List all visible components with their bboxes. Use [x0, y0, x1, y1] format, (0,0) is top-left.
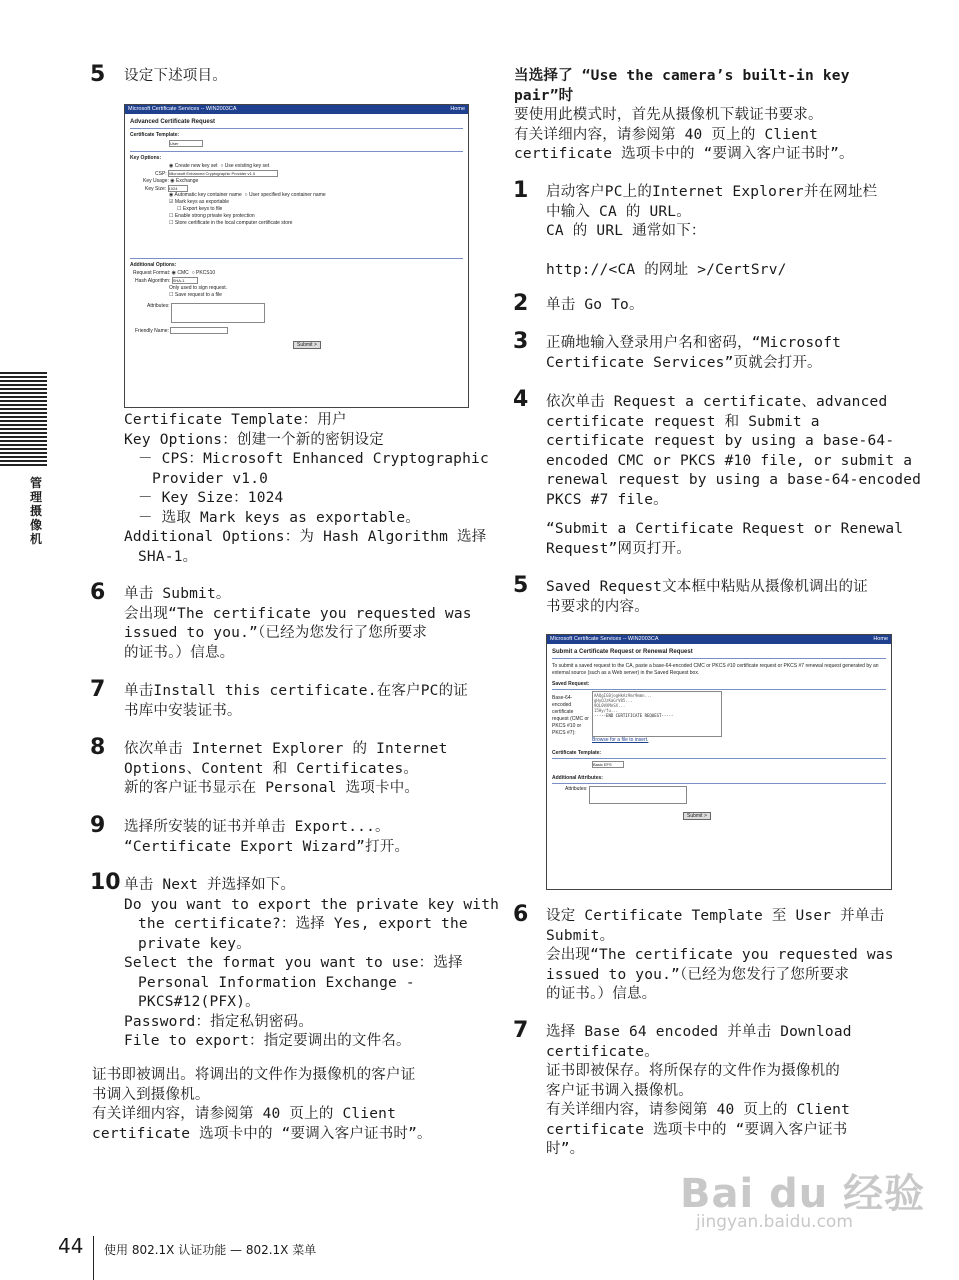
step-number: 8 [90, 735, 106, 760]
step-details: Certificate Template：用户 Key Options：创建一个新的密钥设定 － CPS：Microsoft Enhanced Cryptographic Provider v1.0 － Key Size：1024 － 选取 Mark keys as exportable。 Additional Options：为 Hash Algorithm 选择 SHA-1。 [124, 412, 489, 565]
step-number: 6 [90, 580, 106, 605]
step-text: 单击Install this certificate.在客户PC的证 书库中安装证书。 [124, 683, 469, 719]
browse-link[interactable]: Browse for a file to insert. [592, 737, 649, 743]
hash-select[interactable]: SHA-1 [172, 277, 198, 284]
step-number: 3 [513, 329, 529, 354]
step-number: 7 [513, 1018, 529, 1043]
watermark-logo: Bai du 经验 [680, 1171, 926, 1217]
step-number: 1 [513, 178, 529, 203]
step-text: 单击 Go To。 [546, 297, 644, 313]
step-text: 启动客户PC上的Internet Explorer并在网址栏 中输入 CA 的 URL。 CA 的 URL 通常如下： http://<CA 的网址 >/CertSrv/ [546, 184, 878, 278]
browser-title-bar: Microsoft Certificate Services -- WIN2003CA Home [547, 635, 891, 644]
section-heading: 当选择了 “Use the camera’s built-in key pair”时 [514, 68, 850, 104]
step-number: 7 [90, 677, 106, 702]
section-label: Certificate Template: [130, 132, 180, 138]
step-number: 2 [513, 291, 529, 316]
step-number: 9 [90, 813, 106, 838]
step-number: 5 [90, 62, 106, 87]
submit-request-screenshot: Microsoft Certificate Services -- WIN2003CA Home Submit a Certificate Request or Renewal Request To submit a saved request to the CA, paste a base-64-encoded CMC or PKCS #10 certificate request or PKCS #7 renewal request generated by an external source (such as a Web server) in the Saved Request box. Saved Request: Base-64-encoded certificate request (CMC or PKCS #10 or PKCS #7): AAQgIGBjogHkAz9mr9mmn... gHyQJzKaGrV85... 9QL0VXMeSX... 15Hy/fu... -----END CERTIFICATE REQUEST----- Browse for a file to insert. Certificate Template: Basic EFS Additional Attributes: Attributes: Submit > [546, 634, 892, 890]
csp-select[interactable]: Microsoft Enhanced Cryptographic Provider v1.0 [168, 170, 278, 177]
side-tab-stripes [0, 372, 47, 467]
step-result: “Submit a Certificate Request or Renewal Request”网页打开。 [546, 521, 904, 557]
step-text: Saved Request文本框中粘贴从摄像机调出的证 书要求的内容。 [546, 579, 868, 615]
step-text: 依次单击 Internet Explorer 的 Internet Options、Content 和 Certificates。 新的客户证书显示在 Personal 选项卡中。 [124, 741, 448, 796]
step-number: 5 [513, 573, 529, 598]
step-number: 6 [513, 902, 529, 927]
friendly-name-input[interactable] [170, 327, 228, 334]
step-text: 依次单击 Request a certificate、advanced certificate request 和 Submit a certificate request by using a base-64- encoded CMC or PKCS #10 file, or submit a renewal request by using a base-64-encoded PKCS #7 file。 [546, 394, 922, 508]
saved-request-textarea[interactable]: AAQgIGBjogHkAz9mr9mmn... gHyQJzKaGrV85... 9QL0VXMeSX... 15Hy/fu... -----END CERTIFICATE REQUEST----- [592, 691, 722, 737]
submit-button[interactable]: Submit > [683, 812, 711, 820]
step-text: 单击 Submit。 会出现“The certificate you requested was issued to you.”（已经为您发行了您所要求 的证书。）信息。 [124, 586, 472, 661]
page-number: 44 [58, 1234, 84, 1258]
step-text: 设定 Certificate Template 至 User 并单击 Submit。 会出现“The certificate you requested was issued to you.”（已经为您发行了您所要求 的证书。）信息。 [546, 908, 894, 1002]
side-tab-label: 管理摄像机 [30, 476, 43, 546]
step-text: 选择所安装的证书并单击 Export...。 “Certificate Export Wizard”打开。 [124, 819, 410, 855]
section-label: Additional Options: [130, 262, 177, 269]
step-number: 4 [513, 387, 529, 412]
section-label: Key Options: [130, 154, 162, 161]
attributes-textarea[interactable] [589, 786, 687, 804]
key-size-input[interactable]: 1024 [168, 185, 188, 192]
advanced-request-screenshot: Microsoft Certificate Services -- WIN2003CA Home Advanced Certificate Request Certificate Template: User Key Options: ◉ Create new key set ○ Use existing key set CSP: Microsoft Enhanced Cryptographic Provider v1.0 Key Usage: ◉ Exchange Key Size: 1024 ◉ Automatic key container name ○ User specified key container name ☑ Mark keys as exportable ☐ Export keys to file ☐ Enable strong private key protection ☐ Store certificate in the local computer certificate store Additional Options: Request Format: ◉ CMC ○ PKCS10 Hash Algorithm: SHA-1 Only used to sign request. ☐ Save request to a file Attributes: Friendly Name: Submit > [124, 104, 469, 408]
form-intro: To submit a saved request to the CA, paste a base-64-encoded CMC or PKCS #10 certificate request or PKCS #7 renewal request generated by an external source (such as a Web server) in the Saved Request box. [552, 663, 879, 676]
step-text: 正确地输入登录用户名和密码，“Microsoft Certificate Services”页就会打开。 [546, 335, 842, 371]
section-label: Saved Request: [552, 681, 590, 687]
submit-button[interactable]: Submit > [293, 341, 321, 349]
footer-divider [93, 1236, 94, 1280]
template-select[interactable]: User [169, 140, 203, 147]
form-title: Submit a Certificate Request or Renewal Request [552, 649, 693, 655]
attributes-textarea[interactable] [171, 303, 265, 323]
section-label: Additional Attributes: [552, 774, 603, 781]
home-link[interactable]: Home [873, 636, 888, 642]
template-select[interactable]: Basic EFS [592, 761, 624, 768]
step-text: 单击 Next 并选择如下。 Do you want to export the private key with the certificate?：选择 Yes, export the private key。 Select the format you want to use：选择 Personal Information Exchange - PKCS#12(PFX)。 Password：指定私钥密码。 File to export：指定要调出的文件名。 [124, 877, 500, 1049]
browser-title-bar: Microsoft Certificate Services -- WIN2003CA Home [125, 105, 468, 114]
section-intro: 要使用此模式时，首先从摄像机下载证书要求。 有关详细内容，请参阅第 40 页上的 Client certificate 选项卡中的 “要调入客户证书时”。 [514, 107, 854, 162]
step-text: 选择 Base 64 encoded 并单击 Download certificate。 证书即被保存。将所保存的文件作为摄像机的 客户证书调入摄像机。 有关详细内容，请参阅第 40 页上的 Client certificate 选项卡中的 “要调入客户证书 时”。 [546, 1024, 852, 1157]
section-label: Certificate Template: [552, 750, 602, 756]
closing-paragraph: 证书即被调出。将调出的文件作为摄像机的客户证 书调入到摄像机。 有关详细内容，请参阅第 40 页上的 Client certificate 选项卡中的 “要调入客户证书时”。 [92, 1067, 432, 1142]
footer-text: 使用 802.1X 认证功能 — 802.1X 菜单 [104, 1243, 317, 1257]
watermark-url: jingyan.baidu.com [696, 1212, 853, 1232]
step-text: 设定下述项目。 [124, 68, 227, 84]
home-link[interactable]: Home [450, 106, 465, 112]
form-title: Advanced Certificate Request [130, 119, 216, 125]
step-number: 10 [90, 870, 121, 895]
